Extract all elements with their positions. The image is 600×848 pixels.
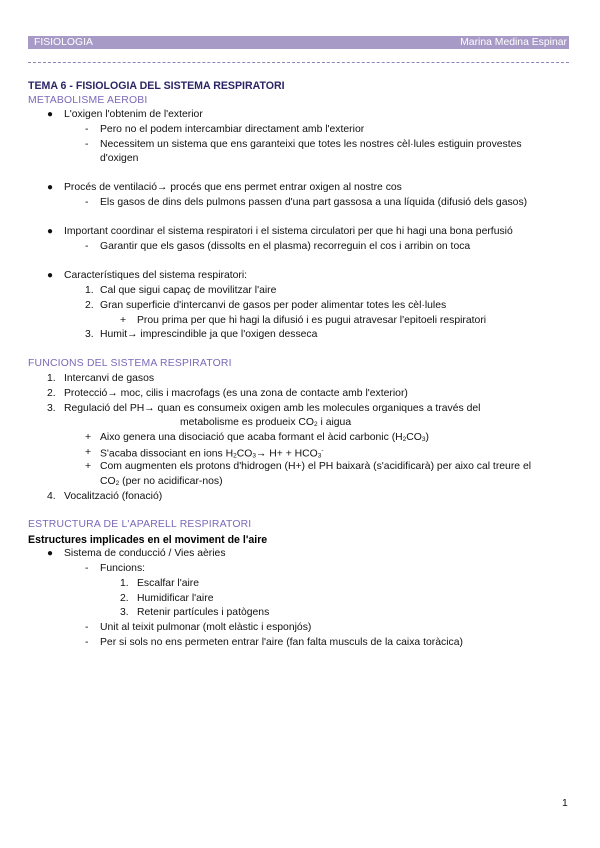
list-item: Regulació del PH→ quan es consumeix oxigen amb les molecules organiques a través del (64, 403, 481, 414)
list-item: Escalfar l'aire (137, 578, 200, 589)
list-item: Humidificar l'aire (137, 593, 214, 604)
list-item: Protecció→ moc, cilis i macrofags (es una zona de contacte amb l'exterior) (64, 388, 408, 399)
list-item: Cal que sigui capaç de movilitzar l'aire (100, 285, 277, 296)
bullet: ● (47, 548, 54, 559)
list-item: d'oxigen (100, 153, 139, 164)
list-item: Important coordinar el sistema respiratori i el sistema circulatori per que hi hagi una bona perfusió (64, 226, 513, 237)
list-number: 2. (120, 593, 129, 604)
page-number: 1 (562, 798, 568, 809)
list-item: Vocalització (fonació) (64, 491, 163, 502)
list-item: Sistema de conducció / Vies aèries (64, 548, 226, 559)
list-item: L'oxigen l'obtenim de l'exterior (64, 109, 203, 120)
list-number: 2. (85, 300, 94, 311)
list-item: Intercanvi de gasos (64, 373, 155, 384)
header-divider (28, 62, 569, 63)
list-number: 4. (47, 491, 56, 502)
dash: - (85, 622, 89, 633)
list-item: Com augmenten els protons d'hidrogen (H+) el PH baixarà (s'acidificarà) per aixo cal treure el (100, 461, 532, 472)
bullet: ● (47, 226, 54, 237)
list-number: 2. (47, 388, 56, 399)
list-item: S'acaba dissociant en ions $H_2CO_3\to H+ + HCO_3^-$ (100, 447, 324, 460)
bullet: ● (47, 182, 54, 193)
list-item: Procés de ventilació→ procés que ens permet entrar oxigen al nostre cos (64, 182, 402, 193)
list-item: Retenir partícules i patògens (137, 607, 270, 618)
list-item: Pero no el podem intercambiar directament amb l'exterior (100, 124, 365, 135)
dash: - (85, 241, 89, 252)
list-number: 3. (120, 607, 129, 618)
section-heading-estructura: ESTRUCTURA DE L'APARELL RESPIRATORI (28, 519, 252, 530)
section-heading-metabolisme: METABOLISME AEROBI (28, 95, 148, 106)
list-number: 1. (47, 373, 56, 384)
list-number: 1. (120, 578, 129, 589)
subheading: Estructures implicades en el moviment de l'aire (28, 534, 268, 546)
plus: + (85, 447, 92, 458)
list-item: Garantir que els gasos (dissolts en el plasma) recorreguin el cos i arribin on toca (100, 241, 471, 252)
list-item: $CO_2$ (per no acidificar-nos) (100, 476, 223, 487)
dash: - (85, 197, 89, 208)
header-author: Marina Medina Espinar (460, 37, 567, 48)
list-item: Necessitem un sistema que ens garanteixi que totes les nostres cèl·lules estiguin provestes (100, 139, 522, 150)
list-item: Funcions: (100, 563, 146, 574)
dash: - (85, 124, 89, 135)
list-item: Prou prima per que hi hagi la difusió i es pugui atravesar l'epitoeli respiratori (137, 315, 487, 326)
list-number: 3. (85, 329, 94, 340)
plus: + (85, 432, 92, 443)
list-item: Els gasos de dins dels pulmons passen d'una part gassosa a una líquida (difusió dels gasos) (100, 197, 528, 208)
dash: - (85, 637, 89, 648)
list-item: Característiques del sistema respiratori: (64, 270, 248, 281)
section-heading-funcions: FUNCIONS DEL SISTEMA RESPIRATORI (28, 358, 232, 369)
plus: + (120, 315, 127, 326)
list-item: Gran superficie d'intercanvi de gasos per poder alimentar totes les cèl·lules (100, 300, 447, 311)
bullet: ● (47, 109, 54, 120)
page-title: TEMA 6 - FISIOLOGIA DEL SISTEMA RESPIRATORI (28, 80, 285, 92)
list-item: Aixo genera una disociació que acaba formant el àcid carbonic $(H_2CO_3)$ (100, 432, 429, 443)
list-item: Humit→ imprescindible ja que l'oxigen desseca (100, 329, 318, 340)
header-course: FISIOLOGIA (34, 37, 93, 48)
plus: + (85, 461, 92, 472)
dash: - (85, 563, 89, 574)
page-header (28, 36, 569, 49)
list-number: 3. (47, 403, 56, 414)
dash: - (85, 139, 89, 150)
list-item: metabolisme es produeix $CO_2$ i aigua (180, 417, 352, 428)
bullet: ● (47, 270, 54, 281)
list-item: Unit al teixit pulmonar (molt elàstic i esponjós) (100, 622, 312, 633)
list-item: Per si sols no ens permeten entrar l'aire (fan falta musculs de la caixa toràcica) (100, 637, 463, 648)
list-number: 1. (85, 285, 94, 296)
